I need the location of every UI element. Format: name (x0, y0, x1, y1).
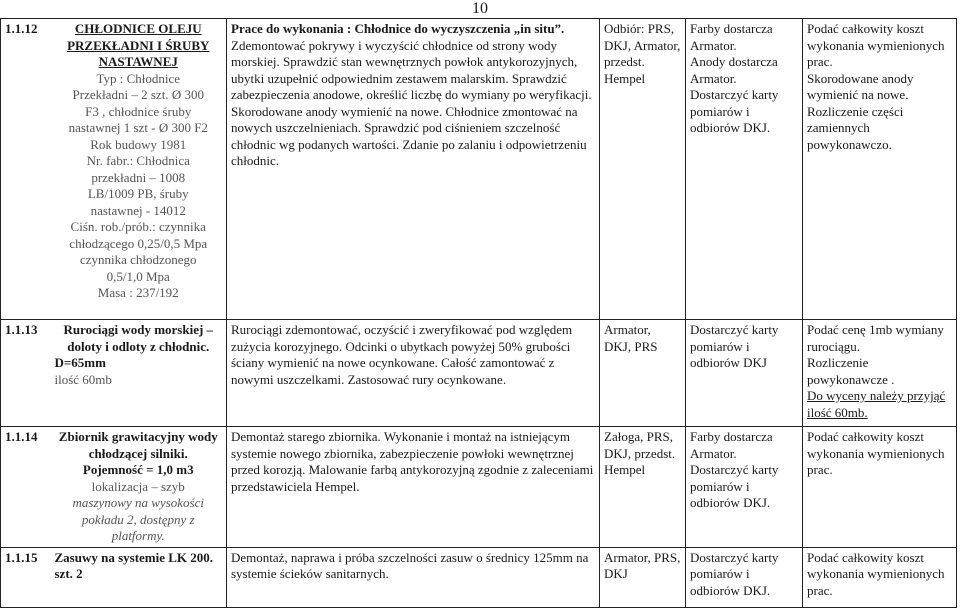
note: Rozliczenie powykonawcze . (807, 355, 895, 387)
work-description (227, 320, 600, 427)
supply-note: Farby dostarcza Armator. (690, 429, 773, 461)
item-detail: nastawnej 1 szt - Ø 300 F2 (68, 120, 208, 135)
receiver-text: Armator, DKJ, PRS (604, 322, 658, 354)
work-text: Rurociągi zdemontować, oczyścić i zweryfikować pod względem zużycia korozyjnego. Odcinki o ubytkach powyżej 50% grubości ściany wymienić na nowe ocynkowane. Całość zamontować z nowymi uszczelkami. Zastosować rury ocynkowane. (231, 322, 573, 387)
item-detail: Przekładni – 2 szt. Ø 300 (72, 87, 204, 102)
item-name: Zbiornik grawitacyjny wody chłodzącej silniki. (58, 429, 218, 461)
work-text: Sprawdzić pod ciśnieniem szczelność chłodnic wg podanych wartości. (231, 120, 561, 152)
item-number: 1.1.13 (1, 320, 53, 427)
item-location: maszynowy na wysokości pokładu 2, dostępny z platformy. (72, 495, 204, 543)
work-lead: Prace do wykonania : Chłodnice do wyczyszczenia „in situ”. (231, 21, 565, 36)
receiver-cell (600, 19, 686, 320)
note: Podać cenę 1mb wymiany rurociągu. (807, 322, 944, 354)
table-row (1, 320, 957, 427)
supply-cell (686, 320, 803, 427)
item-detail: 0,5/1,0 Mpa (106, 268, 170, 284)
item-location-label: lokalizacja – szyb (91, 478, 185, 494)
work-description (227, 427, 600, 548)
supply-note: Dostarczyć karty pomiarów i odbiorów DKJ. (690, 87, 779, 135)
item-detail: Typ : Chłodnice (96, 70, 181, 86)
supply-note: Anody dostarcza Armator. (690, 54, 778, 86)
receiver-text: Odbiór: PRS, DKJ, Armator, przedst. Hempel (604, 21, 681, 86)
table-row (1, 19, 957, 320)
item-spec: Pojemność = 1,0 m3 (82, 462, 194, 477)
work-text: Demontaż, naprawa i próba szczelności zasuw o średnicy 125mm na systemie ścieków sanitarnych. (231, 549, 589, 581)
receiver-text: Załoga, PRS, DKJ, przedst. Hempel (604, 429, 676, 477)
supply-note: Dostarczyć karty pomiarów i odbiorów DKJ (690, 322, 779, 370)
item-detail: przekładni – 1008 (91, 169, 186, 185)
note: Do wyceny należy przyjąć ilość 60mb. (807, 388, 946, 420)
note: Skorodowane anody wymienić na nowe. (807, 70, 914, 102)
item-detail: Ciśn. rob./prób.: czynnika (70, 219, 206, 234)
receiver-cell (600, 547, 686, 607)
item-name: Zasuwy na systemie LK 200. szt. 2 (54, 549, 214, 581)
work-text: Zdemontować pokrywy i wyczyścić chłodnice od strony wody morskiej. (231, 37, 558, 69)
work-text: Sprawdzić stan wewnętrznych powłok antykorozyjnych, ubytki uzupełnić odpowiednim zestawem malarskim. (231, 54, 578, 86)
supply-note: Dostarczyć karty pomiarów i odbiorów DKJ. (690, 549, 779, 598)
notes-cell (803, 19, 957, 320)
work-text: Sprawdzić zabezpieczenia anodowe, określić liczbę do wymiany po weryfikacji. (231, 70, 592, 102)
work-description (227, 547, 600, 607)
item-name: CHŁODNICE OLEJU PRZEKŁADNI I ŚRUBY NASTAWNEJ (67, 21, 210, 69)
notes-cell (803, 547, 957, 607)
supply-note: Dostarczyć karty pomiarów i odbiorów DKJ. (690, 462, 779, 510)
supply-cell (686, 427, 803, 548)
receiver-text: Armator, PRS, DKJ (604, 549, 681, 581)
item-number: 1.1.12 (1, 19, 53, 320)
item-detail: Nr. fabr.: Chłodnica (86, 153, 190, 168)
page-number: 10 (466, 0, 494, 18)
note: Podać całkowity koszt wykonania wymienionych prac. (807, 549, 945, 598)
item-detail: nastawnej - 14012 (90, 202, 186, 218)
supply-cell (686, 19, 803, 320)
work-description (227, 19, 600, 320)
item-title-cell (53, 427, 227, 548)
item-name: Rurociągi wody morskiej – doloty i odloty z chłodnic. (63, 322, 214, 354)
notes-cell (803, 427, 957, 548)
item-detail: Rok budowy 1981 (90, 136, 187, 152)
note: Rozliczenie części zamiennych powykonawczo. (807, 103, 904, 152)
receiver-cell (600, 320, 686, 427)
receiver-cell (600, 427, 686, 548)
item-title-cell (53, 547, 227, 607)
item-number: 1.1.14 (1, 427, 53, 548)
note: Podać całkowity koszt wykonania wymienionych prac. (807, 21, 945, 69)
note: Podać całkowity koszt wykonania wymienionych prac. (807, 429, 945, 477)
item-number: 1.1.15 (1, 547, 53, 607)
work-text: Skorodowane anody wymienić na nowe. (231, 103, 443, 119)
table-row (1, 427, 957, 548)
work-text: Demontaż starego zbiornika. Wykonanie i montaż na istniejącym systemie nowego zbiornika, zabezpieczenie powłoki wewnętrznej przed korozją. Malowanie farbą antykorozyjną zgodnie z zaleceniami przedstawiciela Hempel. (231, 429, 594, 494)
item-title-cell (53, 19, 227, 320)
item-detail: LB/1009 PB, śruby (87, 186, 189, 201)
item-spec: D=65mm (54, 355, 106, 370)
item-quantity: ilość 60mb (54, 371, 112, 387)
table-row (1, 547, 957, 607)
notes-cell (803, 320, 957, 427)
work-specification-table (0, 18, 957, 608)
item-title-cell (53, 320, 227, 427)
supply-cell (686, 547, 803, 607)
work-text: Chłodnice zmontować na nowych uszczelnieniach. (231, 103, 578, 135)
item-detail: chłodzącego 0,25/0,5 Mpa (69, 235, 208, 251)
item-detail: czynnika chłodzonego (79, 252, 197, 267)
work-text: Zdanie po zalaniu i odpowietrzeniu chłodnic. (231, 136, 587, 168)
item-detail: Masa : 237/192 (97, 285, 179, 300)
item-detail: F3 , chłodnice śruby (85, 103, 192, 119)
supply-note: Farby dostarcza Armator. (690, 21, 773, 53)
